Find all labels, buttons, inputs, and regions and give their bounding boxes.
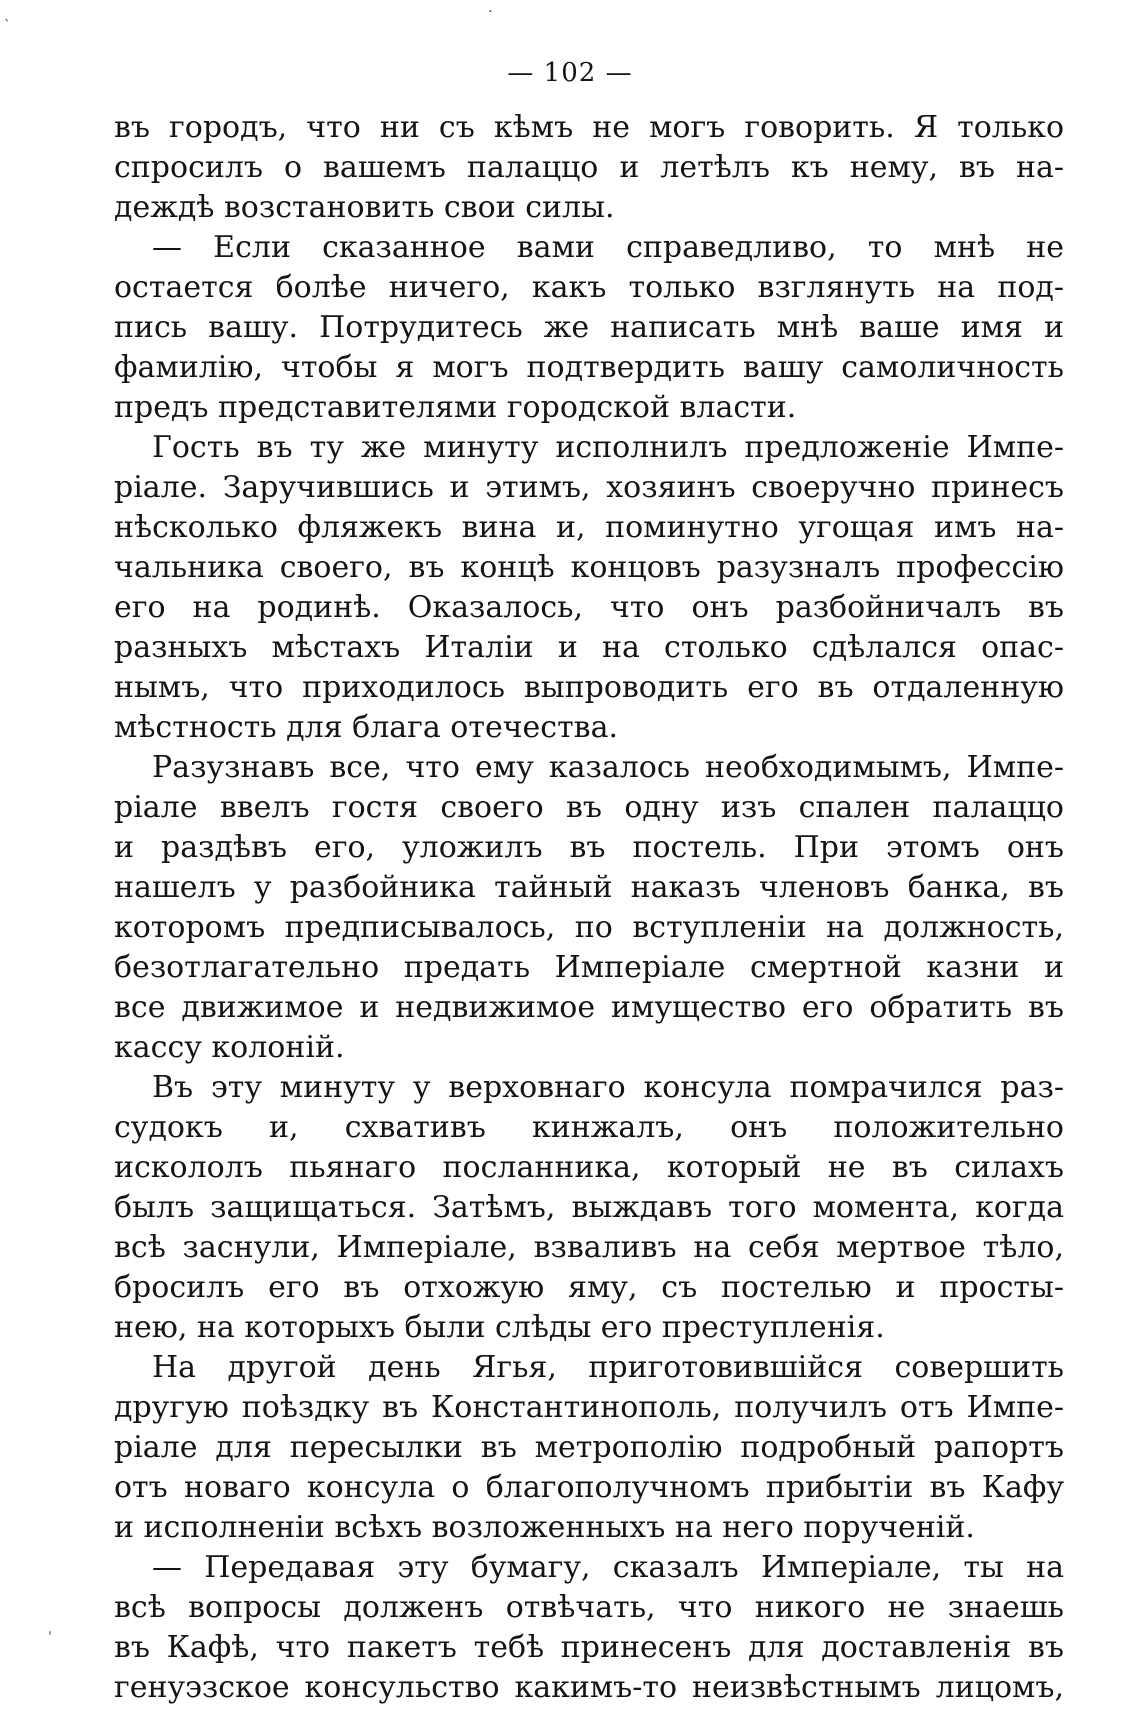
text-line: Разузнавъ все, что ему казалось необходимымъ, Импе- [152, 750, 1064, 785]
text-line: судокъ и, схвативъ кинжалъ, онъ положительно [114, 1110, 1064, 1145]
text-line: все движимое и недвижимое имущество его обратить въ [114, 990, 1064, 1025]
text-line: всѣ заснули, Имперіале, взваливъ на себя мертвое тѣло, [114, 1230, 1064, 1265]
text-line: предъ представителями городской власти. [114, 390, 797, 425]
stray-mark: ˋ [4, 18, 11, 34]
text-line: нымъ, что приходилось выпроводить его въ отдаленную [114, 670, 1064, 705]
text-line: которомъ предписывалось, по вступленіи на должность, [114, 910, 1064, 945]
paragraph [114, 428, 1064, 748]
text-line: — Передавая эту бумагу, сказалъ Имперіале, ты на [152, 1550, 1064, 1585]
paragraph [114, 108, 1064, 228]
text-line: На другой день Ягья, приготовившійся совершить [152, 1350, 1064, 1385]
text-line: всѣ вопросы долженъ отвѣчать, что никого не знаешь [114, 1590, 1064, 1625]
text-line: его на родинѣ. Оказалось, что онъ разбойничалъ въ [114, 590, 1064, 625]
text-line: деждѣ возстановить свои силы. [114, 190, 615, 225]
text-line: остается болѣе ничего, какъ только взглянуть на под- [114, 270, 1064, 305]
text-line: другую поѣздку въ Константинополь, получилъ отъ Импе- [114, 1390, 1064, 1425]
text-line: пись вашу. Потрудитесь же написать мнѣ ваше имя и [114, 310, 1064, 345]
text-line: нѣсколько фляжекъ вина и, поминутно угощая имъ на- [114, 510, 1064, 545]
text-line: нашелъ у разбойника тайный наказъ членовъ банка, въ [114, 870, 1064, 905]
text-line: отъ новаго консула о благополучномъ прибытіи въ Кафу [114, 1470, 1064, 1505]
text-line: ріале для пересылки въ метрополію подробный рапортъ [114, 1430, 1064, 1465]
text-line: мѣстность для блага отечества. [114, 710, 618, 745]
text-line: — Если сказанное вами справедливо, то мнѣ не [152, 230, 1064, 265]
text-line: въ Кафѣ, что пакетъ тебѣ принесенъ для доставленія въ [114, 1630, 1064, 1665]
text-line: разныхъ мѣстахъ Италіи и на столько сдѣлался опас- [114, 630, 1064, 665]
text-line: ріале. Заручившись и этимъ, хозяинъ своеручно принесъ [114, 470, 1064, 505]
text-line: бросилъ его въ отхожую яму, съ постелью и просты- [114, 1270, 1064, 1305]
paragraph [114, 748, 1064, 1068]
paragraph [114, 228, 1064, 428]
text-line: Въ эту минуту у верховнаго консула помрачился раз- [152, 1070, 1064, 1105]
text-line: былъ защищаться. Затѣмъ, выждавъ того момента, когда [114, 1190, 1064, 1225]
text-line: безотлагательно предать Имперіале смертной казни и [114, 950, 1064, 985]
paragraph [114, 1548, 1064, 1708]
page-text [114, 108, 1064, 1708]
paragraph [114, 1068, 1064, 1348]
text-line: чальника своего, въ концѣ концовъ разузналъ профессію [114, 550, 1064, 585]
text-line: искололъ пьянаго посланника, который не въ силахъ [114, 1150, 1064, 1185]
text-line: кассу колоній. [114, 1030, 345, 1065]
text-line: и исполненіи всѣхъ возложенныхъ на него порученій. [114, 1510, 975, 1545]
page-number: — 102 — [507, 58, 633, 88]
text-line: нею, на которыхъ были слѣды его преступленія. [114, 1310, 885, 1345]
text-line: Гость въ ту же минуту исполнилъ предложеніе Импе- [152, 430, 1064, 465]
text-line: генуэзское консульство какимъ-то неизвѣстнымъ лицомъ, [114, 1670, 1064, 1705]
text-line: въ городъ, что ни съ кѣмъ не могъ говорить. Я только [114, 110, 1064, 145]
stray-mark: · [488, 4, 493, 20]
stray-mark: ˈ [48, 1630, 52, 1646]
text-line: и раздѣвъ его, уложилъ въ постель. При этомъ онъ [114, 830, 1064, 865]
text-line: ріале ввелъ гостя своего въ одну изъ спален палаццо [114, 790, 1064, 825]
paragraph [114, 1348, 1064, 1548]
text-line: спросилъ о вашемъ палаццо и летѣлъ къ нему, въ на- [114, 150, 1064, 185]
text-line: фамилію, чтобы я могъ подтвердить вашу самоличность [114, 350, 1064, 385]
